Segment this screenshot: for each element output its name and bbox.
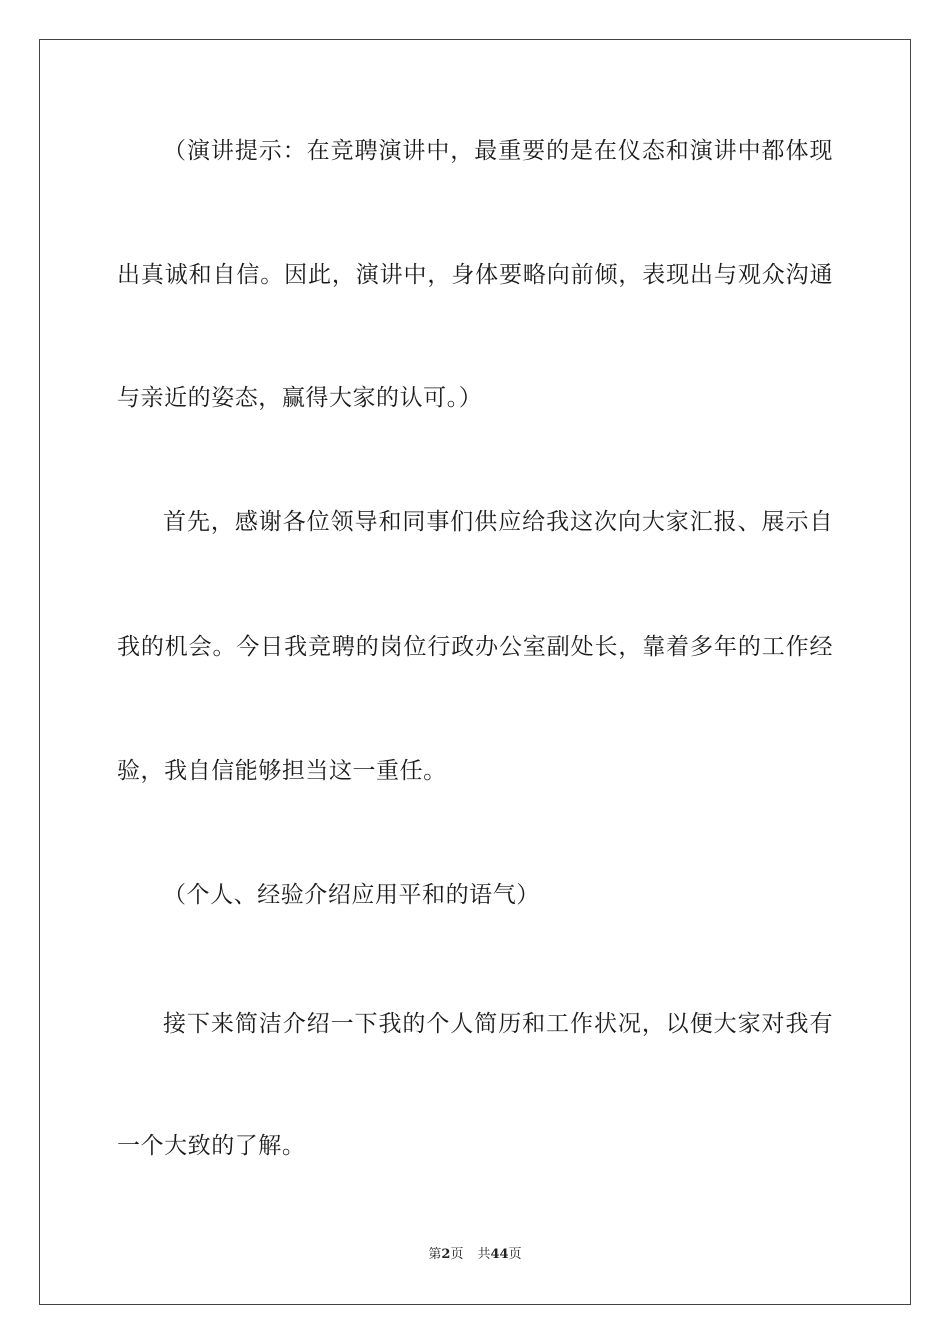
page-unit: 页 [450, 1247, 464, 1262]
paragraph-1-line-1: （演讲提示：在竞聘演讲中，最重要的是在仪态和演讲中都体现 [163, 138, 833, 164]
total-unit: 页 [508, 1247, 522, 1262]
paragraph-1-line-2: 出真诚和自信。因此，演讲中，身体要略向前倾，表现出与观众沟通 [117, 262, 833, 288]
page-prefix: 第 [428, 1247, 442, 1262]
paragraph-4-line-2: 一个大致的了解。 [117, 1133, 306, 1159]
paragraph-2-line-1: 首先，感谢各位领导和同事们供应给我这次向大家汇报、展示自 [163, 509, 833, 535]
total-pages: 44 [490, 1247, 509, 1262]
page-frame [39, 39, 911, 1305]
total-prefix: 共 [477, 1247, 491, 1262]
page-footer [0, 1246, 950, 1264]
paragraph-2-line-2: 我的机会。今日我竞聘的岗位行政办公室副处长，靠着多年的工作经 [117, 634, 833, 660]
page-number: 2 [441, 1247, 451, 1262]
paragraph-2-line-3: 验，我自信能够担当这一重任。 [117, 758, 447, 784]
paragraph-4-line-1: 接下来简洁介绍一下我的个人简历和工作状况，以便大家对我有 [163, 1011, 833, 1037]
paragraph-3-line-1: （个人、经验介绍应用平和的语气） [163, 882, 540, 908]
paragraph-1-line-3: 与亲近的姿态，赢得大家的认可。） [117, 385, 483, 411]
